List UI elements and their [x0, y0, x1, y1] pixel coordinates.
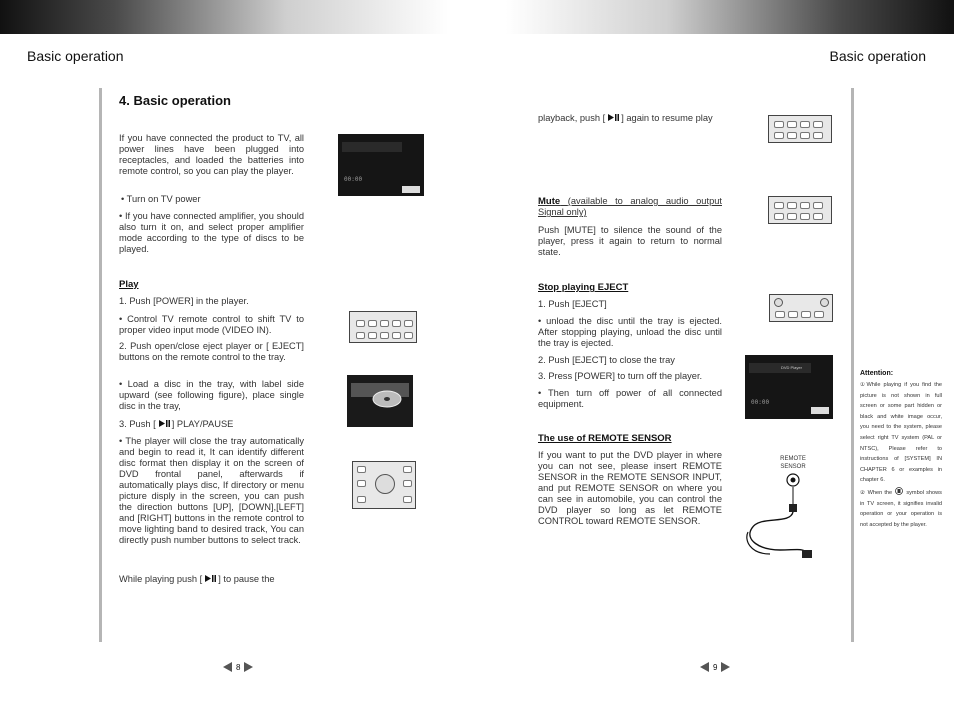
- remote-key: [380, 332, 389, 339]
- stop-step-1: 1. Push [EJECT]: [538, 299, 607, 309]
- triangle-left-icon: [223, 662, 232, 672]
- remote-key: [774, 132, 784, 139]
- remote-eject-illustration: [769, 294, 833, 322]
- resume-text-prefix: playback, push [: [538, 113, 606, 123]
- player-brand: DVD Player: [781, 365, 802, 370]
- mute-heading: Mute: [538, 196, 561, 207]
- left-page-number: 8: [236, 662, 241, 672]
- remote-key: [801, 311, 811, 318]
- stop-step-3-note: • Then turn off power of all connected equipment.: [538, 388, 722, 409]
- remote-key: [357, 480, 366, 487]
- remote-round-key: [774, 298, 783, 307]
- play-step-3-note: • The player will close the tray automatically and begin to read it, It can identify different disc format then display it on the screen of DVD frontal panel, afterwards if automatically plays disc, If directory or menu picture disply in the screen, you can push the direction buttons [UP], [DOWN],[LEFT] and [RIGHT] buttons in the remote control to move lighting band to desired track, You can directly push number buttons to select track.: [119, 436, 304, 545]
- remote-key: [800, 121, 810, 128]
- play-heading: Play: [119, 279, 139, 290]
- mute-text: Push [MUTE] to silence the sound of the player, press it again to return to normal state.: [538, 225, 722, 257]
- right-page-pager: [700, 662, 730, 672]
- mute-note: (available to analog audio output Signal only): [538, 196, 722, 217]
- stop-step-3: 3. Press [POWER] to turn off the player.: [538, 371, 703, 381]
- play-step-2-note: • Load a disc in the tray, with label side upward (see following figure), place single disc in the tray,: [119, 379, 304, 411]
- remote-key: [368, 320, 377, 327]
- player-display: 00:00: [344, 176, 363, 183]
- remote-key: [813, 202, 823, 209]
- direction-pad: [375, 474, 395, 494]
- left-margin-rule: [99, 88, 102, 642]
- bullet-tv-power: • Turn on TV power: [121, 194, 201, 204]
- remote-navigation-illustration: [352, 461, 416, 509]
- play-pause-icon: [203, 574, 217, 583]
- remote-key: [368, 332, 377, 339]
- remote-key: [788, 311, 798, 318]
- triangle-right-icon: [721, 662, 730, 672]
- resume-text-suffix: ] again to resume play: [621, 113, 713, 123]
- remote-key: [787, 121, 797, 128]
- remote-key: [814, 311, 824, 318]
- play-pause-icon: [157, 419, 171, 428]
- section-title: 4. Basic operation: [119, 93, 231, 108]
- sensor-heading: The use of REMOTE SENSOR: [538, 433, 672, 444]
- dvd-player-front-illustration: [338, 134, 424, 196]
- attention-note-2-prefix: ② When the: [860, 490, 893, 496]
- attention-note-2: [860, 487, 942, 530]
- right-margin-rule: [851, 88, 854, 642]
- remote-key: [774, 213, 784, 220]
- remote-key: [356, 332, 365, 339]
- play-step-1-note: • Control TV remote control to shift TV to proper video input mode (VIDEO IN).: [119, 314, 304, 335]
- remote-key: [813, 121, 823, 128]
- remote-key: [775, 311, 785, 318]
- remote-top-illustration: [349, 311, 417, 343]
- remote-key: [774, 202, 784, 209]
- left-page-header: Basic operation: [27, 48, 124, 64]
- triangle-right-icon: [244, 662, 253, 672]
- remote-sensor-illustration: [740, 470, 820, 570]
- stop-step-1-note: • unload the disc until the tray is ejected. After stopping playing, unload the disc until the tray is ejected.: [538, 316, 722, 348]
- disc-loading-illustration: [347, 375, 413, 427]
- dvd-tray-slot: [342, 142, 402, 152]
- right-page-header: Basic operation: [829, 48, 926, 64]
- remote-key: [787, 202, 797, 209]
- play-step-2: 2. Push open/close eject player or [ EJECT] buttons on the remote control to the tray.: [119, 341, 304, 362]
- remote-key: [774, 121, 784, 128]
- remote-round-key: [820, 298, 829, 307]
- resume-text: [538, 113, 722, 124]
- remote-key: [403, 466, 412, 473]
- attention-note-2-suffix: symbol shows in TV screen, it signifies invalid operation or your operation is not accepted by the player.: [860, 490, 942, 528]
- pause-text: [119, 574, 304, 585]
- remote-key: [356, 320, 365, 327]
- play-step-3-suffix: ] PLAY/PAUSE: [171, 419, 234, 429]
- player-display: 00:00: [751, 399, 770, 406]
- stop-heading: Stop playing EJECT: [538, 282, 629, 293]
- remote-key: [404, 332, 413, 339]
- remote-key: [813, 213, 823, 220]
- remote-key: [392, 332, 401, 339]
- sensor-text: If you want to put the DVD player in where you can not see, please insert REMOTE SENSOR in the REMOTE SENSOR INPUT, and put REMOTE SENSOR on where you can see in automobile, you can control the DVD player so long as let REMOTE CONTROL toward REMOTE SENSOR.: [538, 450, 722, 526]
- intro-paragraph: If you have connected the product to TV, all power lines have been plugged into receptacles, and loaded the batteries into remote control, so you can play the player.: [119, 133, 304, 176]
- play-pause-icon: [606, 113, 620, 122]
- hand-icon: [894, 487, 904, 495]
- remote-key: [800, 202, 810, 209]
- remote-key: [800, 213, 810, 220]
- mute-heading-line: [538, 196, 722, 218]
- remote-key: [392, 320, 401, 327]
- right-page-number: 9: [713, 662, 718, 672]
- remote-key: [403, 480, 412, 487]
- play-step-1: 1. Push [POWER] in the player.: [119, 296, 249, 306]
- pause-text-suffix: ] to pause the: [218, 574, 275, 584]
- pause-text-prefix: While playing push [: [119, 574, 203, 584]
- player-button: [402, 186, 420, 193]
- stop-step-2: 2. Push [EJECT] to close the tray: [538, 355, 675, 365]
- remote-key: [403, 496, 412, 503]
- remote-key: [357, 466, 366, 473]
- top-gradient-bar: [0, 0, 954, 34]
- remote-mute-illustration: [768, 196, 832, 224]
- triangle-left-icon: [700, 662, 709, 672]
- remote-key: [787, 213, 797, 220]
- attention-title: Attention:: [860, 370, 894, 377]
- bullet-amplifier: • If you have connected amplifier, you should also turn it on, and select proper amplifier mode according to the type of discs to be played.: [119, 211, 304, 254]
- play-step-3: [119, 419, 304, 430]
- dvd-player-eject-illustration: [745, 355, 833, 419]
- left-page-pager: [223, 662, 253, 672]
- remote-key: [404, 320, 413, 327]
- attention-note-1: ①While playing if you find the picture is not shown in full screen or some part hidden or black and white image occur, you need to the system, please select right TV system (PAL or NTSC), Please refer to instructions of [SYSTEM] IN CHAPTER 6 or examples in chapter 6.: [860, 382, 942, 484]
- remote-sensor-label: REMOTE SENSOR: [780, 456, 806, 470]
- play-step-3-prefix: 3. Push [: [119, 419, 156, 429]
- remote-play-illustration: [768, 115, 832, 143]
- remote-key: [813, 132, 823, 139]
- remote-key: [380, 320, 389, 327]
- remote-key: [787, 132, 797, 139]
- remote-key: [800, 132, 810, 139]
- remote-key: [357, 496, 366, 503]
- player-button: [811, 407, 829, 414]
